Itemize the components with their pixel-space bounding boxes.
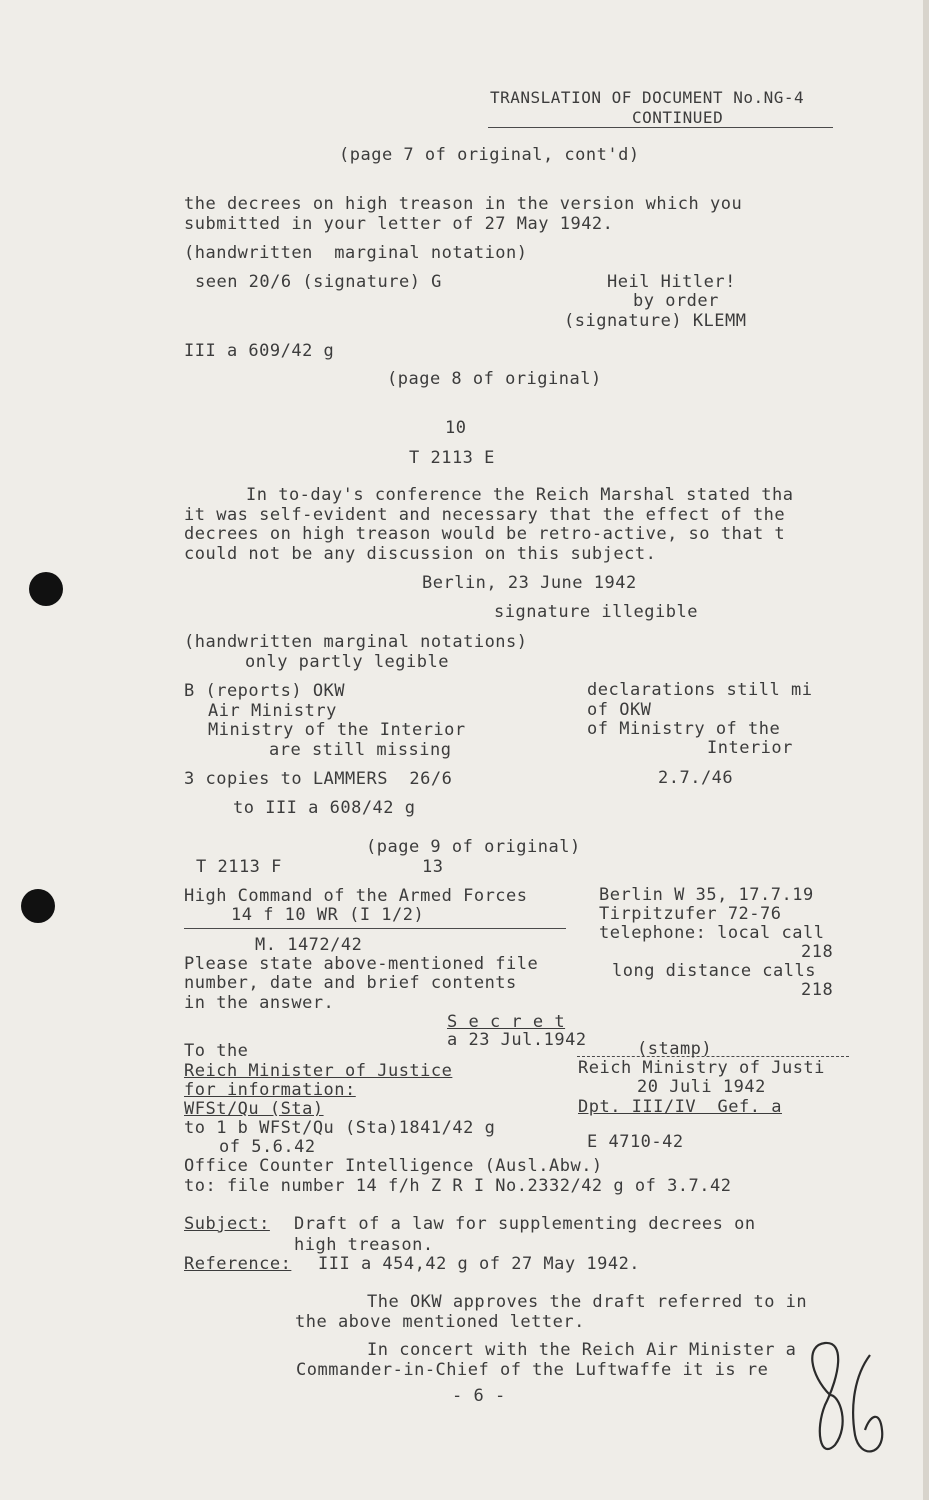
page9-to-line5: to 1 b WFSt/Qu (Sta)1841/42 g xyxy=(184,1118,496,1138)
page9-reference-label: Reference: xyxy=(184,1254,292,1274)
page8-left-block-line2: Air Ministry xyxy=(208,701,337,721)
page8-left-block-line1: B (reports) OKW xyxy=(184,681,346,701)
page8-copies-line: 3 copies to LAMMERS 26/6 xyxy=(184,769,453,789)
page9-m-number: M. 1472/42 xyxy=(255,935,363,955)
page9-please-line3: in the answer. xyxy=(184,993,335,1013)
header-rule xyxy=(488,127,833,128)
page9-address-line6: 218 xyxy=(801,980,834,1000)
page8-para-line2: it was self-evident and necessary that the effect of the xyxy=(184,505,786,525)
page9-stamp-line3: Dpt. III/IV Gef. a xyxy=(578,1097,782,1117)
page9-secret-label: S e c r e t xyxy=(447,1012,566,1032)
page9-note: (page 9 of original) xyxy=(366,837,581,857)
page8-left-block-line4: are still missing xyxy=(269,740,452,760)
page8-number: 10 xyxy=(445,418,467,438)
page9-stamp-line4: E 4710-42 xyxy=(587,1132,684,1152)
page9-to-line6: of 5.6.42 xyxy=(219,1137,316,1157)
page7-closing-heil: Heil Hitler! xyxy=(607,272,736,292)
page8-para-line3: decrees on high treason would be retro-active, so that t xyxy=(184,524,786,544)
page9-reference-text: III a 454,42 g of 27 May 1942. xyxy=(318,1254,641,1274)
page8-right-block-line2: of OKW xyxy=(587,700,652,720)
page9-address-line1: Berlin W 35, 17.7.19 xyxy=(599,885,814,905)
page9-to-line3: for information: xyxy=(184,1080,356,1100)
page9-please-line1: Please state above-mentioned file xyxy=(184,954,539,974)
page9-subject-label: Subject: xyxy=(184,1214,270,1234)
page9-okw-line2: the above mentioned letter. xyxy=(295,1312,585,1332)
page-edge xyxy=(923,0,929,1500)
page7-closing-signature: (signature) KLEMM xyxy=(564,311,747,331)
page9-office-line: Office Counter Intelligence (Ausl.Abw.) xyxy=(184,1156,603,1176)
page9-stamp-label: (stamp) xyxy=(637,1039,713,1059)
page9-secret-date: a 23 Jul.1942 xyxy=(447,1030,587,1050)
page9-address-line2: Tirpitzufer 72-76 xyxy=(599,904,782,924)
page9-doc-code: T 2113 F xyxy=(196,857,282,877)
page7-file-ref: III a 609/42 g xyxy=(184,341,335,361)
page7-note: (page 7 of original, cont'd) xyxy=(339,145,640,165)
page9-to-line4: WFSt/Qu (Sta) xyxy=(184,1099,324,1119)
page9-subject-text: Draft of a law for supplementing decrees on xyxy=(294,1214,756,1234)
header-continued: CONTINUED xyxy=(632,108,724,127)
page8-para-line4: could not be any discussion on this subject. xyxy=(184,544,657,564)
page8-note: (page 8 of original) xyxy=(387,369,602,389)
punch-hole-bottom xyxy=(21,889,55,923)
page9-file-line: to: file number 14 f/h Z R I No.2332/42 g of 3.7.42 xyxy=(184,1176,732,1196)
page7-body-line2: submitted in your letter of 27 May 1942. xyxy=(184,214,614,234)
page9-to-line1: To the xyxy=(184,1041,249,1061)
header-title: TRANSLATION OF DOCUMENT No.NG-4 xyxy=(490,88,805,107)
page8-place-date: Berlin, 23 June 1942 xyxy=(422,573,637,593)
page9-please-line2: number, date and brief contents xyxy=(184,973,517,993)
page7-closing-order: by order xyxy=(633,291,719,311)
handwritten-initials-mark xyxy=(800,1335,900,1465)
page8-handwritten-note2: only partly legible xyxy=(245,652,449,672)
page8-right-block-line4: Interior xyxy=(707,738,793,758)
page8-left-block-line3: Ministry of the Interior xyxy=(208,720,466,740)
page7-body-line1: the decrees on high treason in the version which you xyxy=(184,194,743,214)
stamp-top-rule xyxy=(577,1056,849,1057)
page9-sender-line2: 14 f 10 WR (I 1/2) xyxy=(231,905,425,925)
page9-address-line3: telephone: local call xyxy=(599,923,825,943)
page8-right-block-line3: of Ministry of the xyxy=(587,719,781,739)
page7-handwritten-note: (handwritten marginal notation) xyxy=(184,243,528,263)
page9-address-line4: 218 xyxy=(801,942,834,962)
page9-okw-line1: The OKW approves the draft referred to in xyxy=(367,1292,808,1312)
page9-sender-line1: High Command of the Armed Forces xyxy=(184,886,528,906)
sender-rule xyxy=(184,928,566,929)
page-number: - 6 - xyxy=(452,1386,506,1406)
page9-address-line5: long distance calls xyxy=(612,961,816,981)
page7-seen-note: seen 20/6 (signature) G xyxy=(195,272,442,292)
page9-to-line2: Reich Minister of Justice xyxy=(184,1061,453,1081)
page8-right-date: 2.7./46 xyxy=(658,768,734,788)
page8-handwritten-note1: (handwritten marginal notations) xyxy=(184,632,528,652)
page8-signature-note: signature illegible xyxy=(494,602,698,622)
page8-to-line: to III a 608/42 g xyxy=(233,798,416,818)
page9-concert-line2: Commander-in-Chief of the Luftwaffe it is re xyxy=(296,1360,769,1380)
page9-stamp-line1: Reich Ministry of Justi xyxy=(578,1058,825,1078)
page9-stamp-line2: 20 Juli 1942 xyxy=(637,1077,766,1097)
page9-concert-line1: In concert with the Reich Air Minister a xyxy=(367,1340,797,1360)
page8-right-block-line1: declarations still mi xyxy=(587,680,813,700)
page9-subject-text2: high treason. xyxy=(294,1235,434,1255)
page9-number: 13 xyxy=(422,857,444,877)
punch-hole-top xyxy=(29,572,63,606)
page8-doc-code: T 2113 E xyxy=(409,448,495,468)
page8-para-line1: In to-day's conference the Reich Marshal stated tha xyxy=(246,485,794,505)
